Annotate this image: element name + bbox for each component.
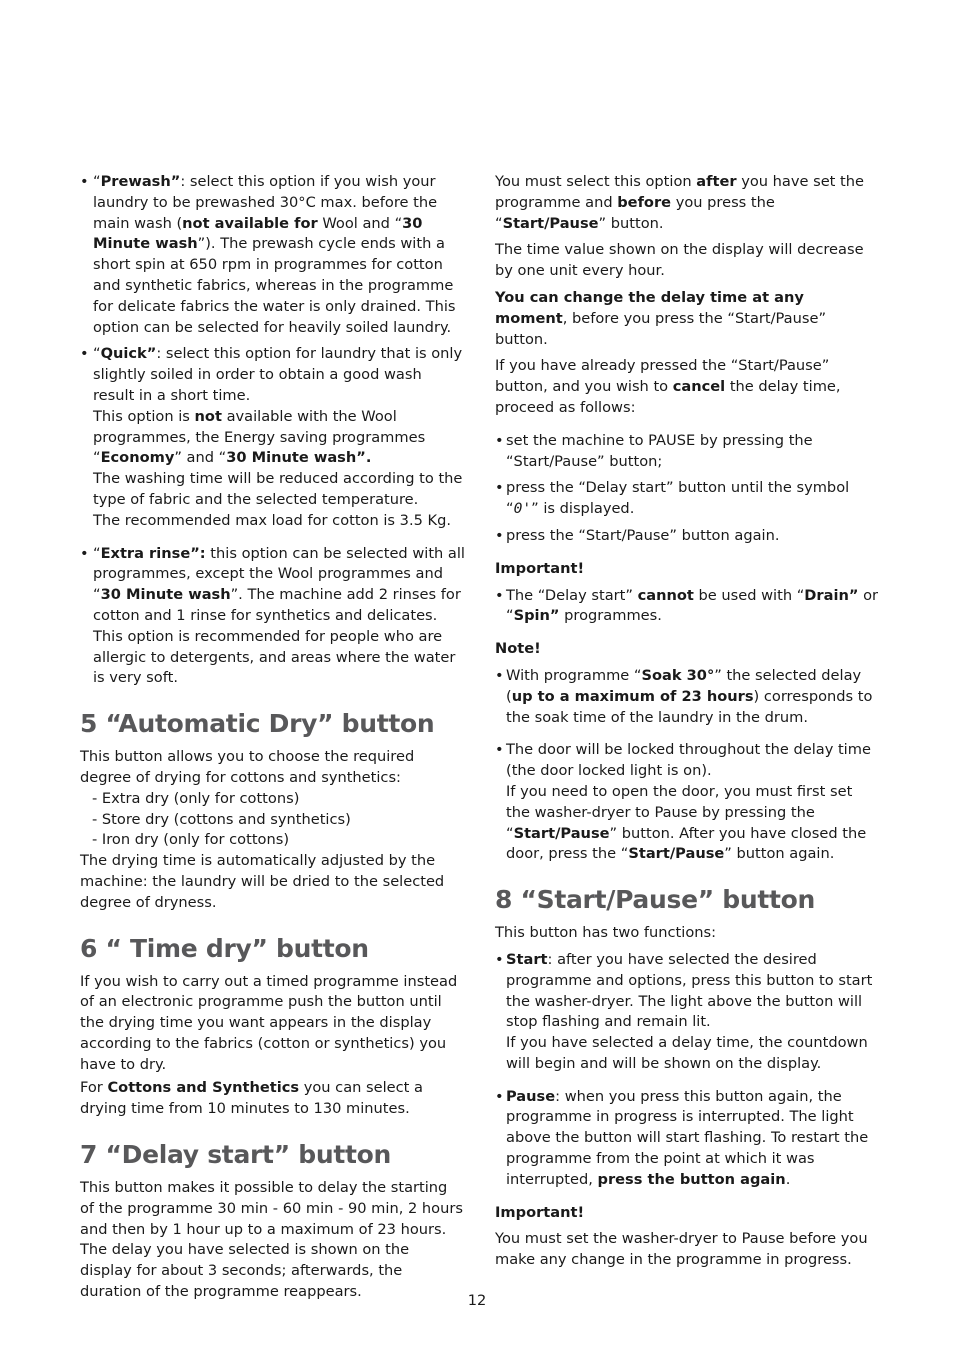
note-2-start-pause-2: Start/Pause [628, 845, 725, 863]
extra-rinse-label: Extra rinse”: [100, 544, 206, 562]
extra-rinse-option: • “Extra rinse”: this option can be selected with all programmes, except the Wool programmes and “30 Minute wash”. The machine add 2 rinses for cotton and 1 rinse for synthetics and delicates. This option is recommended for people who are allergic to detergents, and areas where the water is very soft. [80, 544, 465, 690]
important-heading-2: Important! [495, 1203, 585, 1221]
note-bullet-1 [495, 666, 880, 728]
important-1-drain: Drain” [804, 586, 859, 604]
cancel-step-2-post: ” is displayed. [531, 500, 635, 518]
important-1-post: programmes. [559, 607, 662, 625]
delay-p3-post: , before you press the “Start/Pause” button. [495, 309, 827, 348]
note-1-post: ) corresponds to the soak time of the laundry in the drum. [506, 687, 873, 726]
quick-close: ”. [356, 449, 372, 467]
right-column [495, 172, 880, 1271]
prewash-label: Prewash” [100, 173, 181, 190]
section7-heading: 7 “Delay start” button [80, 1140, 391, 1170]
section6-cottons-synthetics: Cottons and Synthetics [107, 1079, 300, 1097]
quick-line3: The washing time will be reduced according to the type of fabric and the selected temperature. [93, 470, 463, 508]
delay-cancel: cancel [672, 378, 726, 396]
section6-para2-pre: For [80, 1079, 108, 1097]
quick-line2-pre: This option is [93, 407, 195, 425]
note-1-pre: With programme “ [506, 666, 642, 684]
delay-start-pause: Start/Pause [502, 214, 599, 232]
note-heading: Note! [495, 640, 541, 658]
important-1-pre: The “Delay start” [506, 586, 638, 604]
important-1-spin: Spin” [513, 607, 560, 625]
cancel-step-2 [495, 478, 880, 520]
start-text: : after you have selected the desired programme and options, press this button to start the washer-dryer. The light above the button will stop flashing and remain lit. [506, 950, 873, 1031]
quick-not: not [194, 407, 222, 425]
cancel-step-1-text: • set the machine to PAUSE by pressing the “Start/Pause” button; [506, 431, 813, 470]
pause-function [495, 1087, 880, 1191]
delay-p2: The time value shown on the display will decrease by one unit every hour. [495, 241, 864, 280]
section7-para2: The delay you have selected is shown on the display for about 3 seconds; afterwards, the duration of the programme reappears. [80, 1241, 410, 1301]
important-2-text: You must set the washer-dryer to Pause before you make any change in the programme in progress. [495, 1230, 868, 1269]
note-2-start-pause: Start/Pause [513, 824, 610, 842]
extra-rinse-30min: 30 Minute wash [100, 586, 231, 604]
delay-p1-mid2: you press the “ [495, 193, 775, 232]
section5-intro: This button allows you to choose the required degree of drying for cottons and synthetics: [80, 748, 415, 786]
page-number: 12 [467, 1292, 487, 1309]
section5-option-store: - Store dry (cottons and synthetics) [92, 810, 351, 828]
section5-option-iron: - Iron dry (only for cottons) [92, 831, 290, 849]
quick-economy: Economy [100, 449, 175, 467]
delay-p1-pre: You must select this option [495, 173, 697, 190]
important-1-or: or “ [506, 586, 879, 625]
section8-intro: This button has two functions: [495, 924, 717, 942]
important-1-mid: be used with “ [693, 586, 805, 604]
delay-before: before [617, 193, 672, 211]
note-1-soak: Soak 30° [641, 666, 715, 684]
zero-symbol-icon: 0' [513, 500, 532, 518]
pause-label: Pause [506, 1087, 556, 1105]
note-2-mid: ” button. After you have closed the door, press the “ [506, 824, 867, 863]
important-1-cannot: cannot [637, 586, 694, 604]
section8-heading: 8 “Start/Pause” button [495, 885, 816, 915]
delay-p1-post: ” button. [598, 214, 664, 232]
note-2-pre: If you need to open the door, you must first set the washer-dryer to Pause by pressing the “ [506, 782, 853, 842]
note-1-mid: ” the selected delay ( [506, 666, 862, 705]
section6-para1: If you wish to carry out a timed programme instead of an electronic programme push the button until the drying time you want appears in the display according to the fabrics (cotton or synthetics) you have to dry. [80, 972, 458, 1073]
quick-label: Quick” [100, 345, 157, 363]
left-column [80, 172, 465, 1303]
prewash-text: : select this option if you wish your laundry to be prewashed 30°C max. before the main wash ( [93, 173, 438, 232]
quick-text: : select this option for laundry that is only slightly soiled in order to obtain a good wash result in a short time. [93, 345, 463, 404]
section7-para1: This button makes it possible to delay the starting of the programme 30 min - 60 min - 90 min, 2 hours and then by 1 hour up to a maximum of 23 hours. [80, 1179, 463, 1238]
section5-outro: The drying time is automatically adjusted by the machine: the laundry will be dried to the selected degree of dryness. [80, 852, 445, 911]
pause-press-again: press the button again [597, 1170, 786, 1188]
note-2-post: ” button again. [724, 845, 835, 863]
note-1-max-hours: up to a maximum of 23 hours [511, 687, 754, 705]
prewash-text-2: Wool and “ [317, 214, 403, 232]
quick-option: • “Quick”: select this option for laundry that is only slightly soiled in order to obtain a good wash result in a short time. This option is not available with the Wool programmes, the Energy saving programmes “Economy” and “30 Minute wash”. The washing time will be reduced according to the type of fabric and the selected temperature. The recommended max load for cotton is 3.5 Kg. [80, 344, 465, 531]
prewash-not-available: not available for [182, 214, 318, 232]
delay-after: after [696, 173, 737, 190]
pause-end: . [785, 1170, 791, 1188]
quick-line4: The recommended max load for cotton is 3.5 Kg. [93, 511, 451, 529]
cancel-step-1 [495, 431, 880, 473]
cancel-step-3-text: • press the “Start/Pause” button again. [506, 526, 780, 544]
section6-heading: 6 “ Time dry” button [80, 933, 369, 963]
prewash-option: • “Prewash”: select this option if you wish your laundry to be prewashed 30°C max. before the main wash (not available for Wool and “30 Minute wash”). The prewash cycle ends with a short spin at 650 rpm in programmes for cotton and synthetic fabrics, whereas in the programme for delicate fabrics the water is only drained. This option can be selected for heavily soiled laundry. [80, 172, 465, 338]
extra-rinse-text: this option can be selected with all programmes, except the Wool programmes and “ [93, 544, 465, 604]
start-label: Start [506, 950, 548, 968]
important-1-bullet [495, 586, 880, 628]
quick-30min: 30 Minute wash [226, 449, 357, 467]
delay-change-anytime: You can change the delay time at any moment [495, 288, 804, 327]
section5-option-extra: - Extra dry (only for cottons) [92, 789, 300, 807]
delay-p1-mid: you have set the programme and [495, 173, 864, 211]
prewash-30min: 30 Minute wash [93, 214, 423, 253]
pause-text: : when you press this button again, the programme in progress is interrupted. The light above the button will start flashing. To restart the programme from the point at which it was interrupted, [506, 1087, 869, 1188]
cancel-step-2-pre: press the “Delay start” button until the symbol “ [506, 479, 850, 518]
extra-rinse-line2: This option is recommended for people who are allergic to detergents, and areas where the water is very soft. [93, 627, 456, 687]
section6-para2-post: you can select a drying time from 10 minutes to 130 minutes. [80, 1079, 423, 1118]
note-2-line1: • The door will be locked throughout the delay time (the door locked light is on). [506, 741, 871, 780]
delay-p4-post: the delay time, proceed as follows: [495, 378, 841, 416]
note-bullet-2 [495, 740, 880, 865]
section5-heading: 5 “Automatic Dry” button [80, 709, 435, 739]
cancel-step-3 [495, 526, 880, 547]
important-heading-1: Important! [495, 559, 585, 577]
prewash-text-3: ”). The prewash cycle ends with a short spin at 650 rpm in programmes for cotton and synthetic fabrics, whereas in the programme for delicate fabrics the water is only drained. This option can be selected for heavily soiled laundry. [93, 235, 456, 336]
quick-and: ” and “ [174, 449, 227, 467]
start-function [495, 950, 880, 1075]
extra-rinse-text-2: ”. The machine add 2 rinses for cotton and 1 rinse for synthetics and delicates. [93, 586, 461, 624]
start-text-2: If you have selected a delay time, the countdown will begin and will be shown on the display. [506, 1034, 868, 1072]
delay-p4-pre: If you have already pressed the “Start/Pause” button, and you wish to [495, 357, 830, 396]
quick-line2-post: available with the Wool programmes, the Energy saving programmes “ [93, 407, 426, 467]
